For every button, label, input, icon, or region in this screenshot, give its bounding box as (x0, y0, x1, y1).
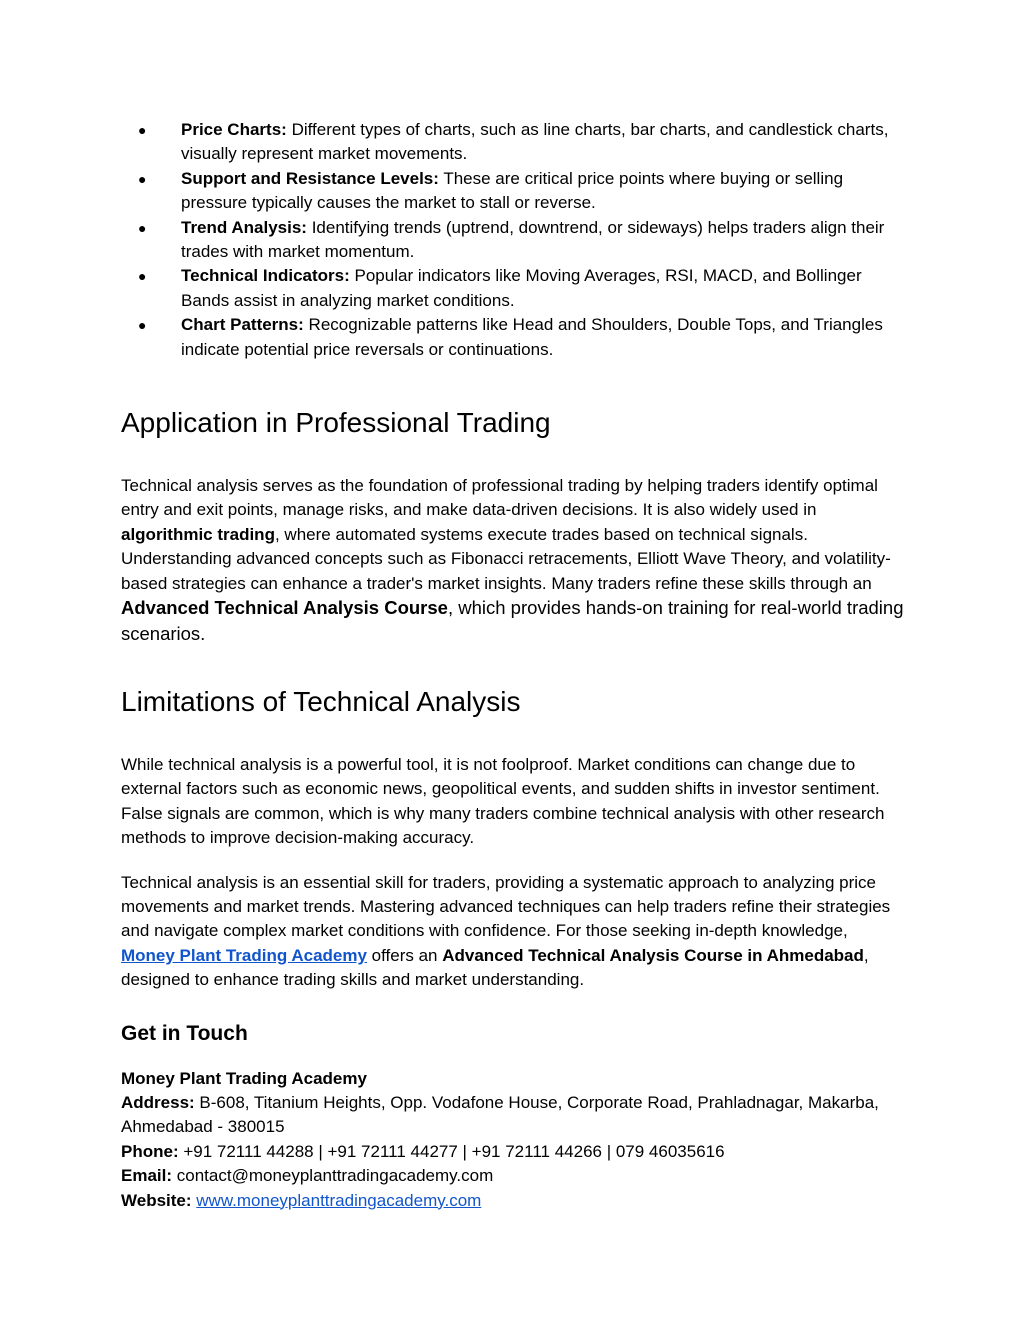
limitations-paragraph: While technical analysis is a powerful tool, it is not foolproof. Market conditions can change due to external factors such as economic news, geopolitical events, and sudden shifts in investor sentiment. False signals are common, which is why many traders combine technical analysis with other research methods to improve decision-making accuracy. (121, 754, 885, 848)
bullet-icon: ● (138, 170, 147, 187)
list-item-term: Trend Analysis: (181, 217, 307, 237)
document-page (121, 118, 906, 1213)
bullet-icon: ● (138, 219, 147, 236)
list-item-text: Popular indicators like Moving Averages, RSI, MACD, and Bollinger Bands assist in analyzing market conditions. (181, 266, 862, 310)
bullet-icon: ● (138, 122, 147, 138)
contact-name: Money Plant Trading Academy (121, 1068, 367, 1088)
address-value: B-608, Titanium Heights, Opp. Vodafone House, Corporate Road, Prahladnagar, Makarba, Ahmedabad - 380015 (121, 1092, 879, 1137)
phone-line (121, 1140, 906, 1164)
email-line (121, 1164, 906, 1188)
list-item (121, 313, 906, 362)
contact-heading: Get in Touch (121, 1021, 248, 1045)
contact-block (121, 1067, 906, 1213)
phone-value: +91 72111 44288 | +91 72111 44277 | +91 72111 44266 | 079 46035616 (178, 1141, 725, 1161)
list-item (121, 167, 906, 216)
list-item-text: Identifying trends (uptrend, downtrend, or sideways) helps traders align their trades with market momentum. (181, 217, 885, 262)
paragraph-text: , designed to enhance trading skills and market understanding. (121, 945, 869, 990)
email-value: contact@moneyplanttradingacademy.com (172, 1166, 494, 1186)
bullet-icon: ● (138, 317, 147, 334)
address-line (121, 1091, 906, 1140)
paragraph-text: Technical analysis is an essential skill for traders, providing a systematic approach to analyzing price movements and market trends. Mastering advanced techniques can help traders refine their strategies and navigate complex market conditions with confidence. For those seeking in-depth knowledge, (121, 872, 891, 941)
list-item-text: Different types of charts, such as line charts, bar charts, and candlestick charts, visually represent market movements. (181, 120, 889, 164)
website-label: Website: (121, 1190, 192, 1210)
list-item-term: Technical Indicators: (181, 266, 350, 286)
limitations-heading: Limitations of Technical Analysis (121, 685, 521, 717)
phone-label: Phone: (121, 1141, 179, 1161)
paragraph-text: offers an (366, 945, 443, 965)
feature-list (121, 118, 906, 362)
list-item (121, 118, 906, 167)
email-label: Email: (121, 1166, 173, 1186)
bold-term: Advanced Technical Analysis Course in Ahmedabad (442, 945, 864, 965)
bullet-icon: ● (138, 268, 147, 285)
list-item-text: Recognizable patterns like Head and Shoulders, Double Tops, and Triangles indicate potential price reversals or continuations. (181, 315, 883, 359)
website-link[interactable]: www.moneyplanttradingacademy.com (196, 1190, 482, 1210)
list-item (121, 264, 906, 313)
application-paragraph (121, 474, 906, 647)
academy-link[interactable]: Money Plant Trading Academy (121, 945, 367, 965)
list-item (121, 216, 906, 265)
paragraph-text: , where automated systems execute trades based on technical signals. Understanding advanced concepts such as Fibonacci retracements, Elliott Wave Theory, and volatility-based strategies can enhance a trader's market insights. Many traders refine these skills through an (121, 524, 891, 593)
list-item-term: Price Charts: (181, 120, 287, 139)
website-line (121, 1189, 906, 1213)
address-label: Address: (121, 1092, 195, 1112)
paragraph-text: Technical analysis serves as the foundation of professional trading by helping traders identify optimal entry and exit points, manage risks, and make data-driven decisions. It is also widely used in (121, 476, 878, 520)
list-item-text: These are critical price points where buying or selling pressure typically causes the market to stall or reverse. (181, 168, 844, 213)
bold-term: Advanced Technical Analysis Course (121, 597, 448, 619)
paragraph-text: , which provides hands-on training for real-world trading scenarios. (121, 597, 904, 644)
list-item-term: Chart Patterns: (181, 315, 304, 335)
summary-paragraph (121, 871, 906, 993)
list-item-term: Support and Resistance Levels: (181, 168, 439, 188)
bold-term: algorithmic trading (121, 524, 275, 544)
application-heading: Application in Professional Trading (121, 407, 551, 439)
